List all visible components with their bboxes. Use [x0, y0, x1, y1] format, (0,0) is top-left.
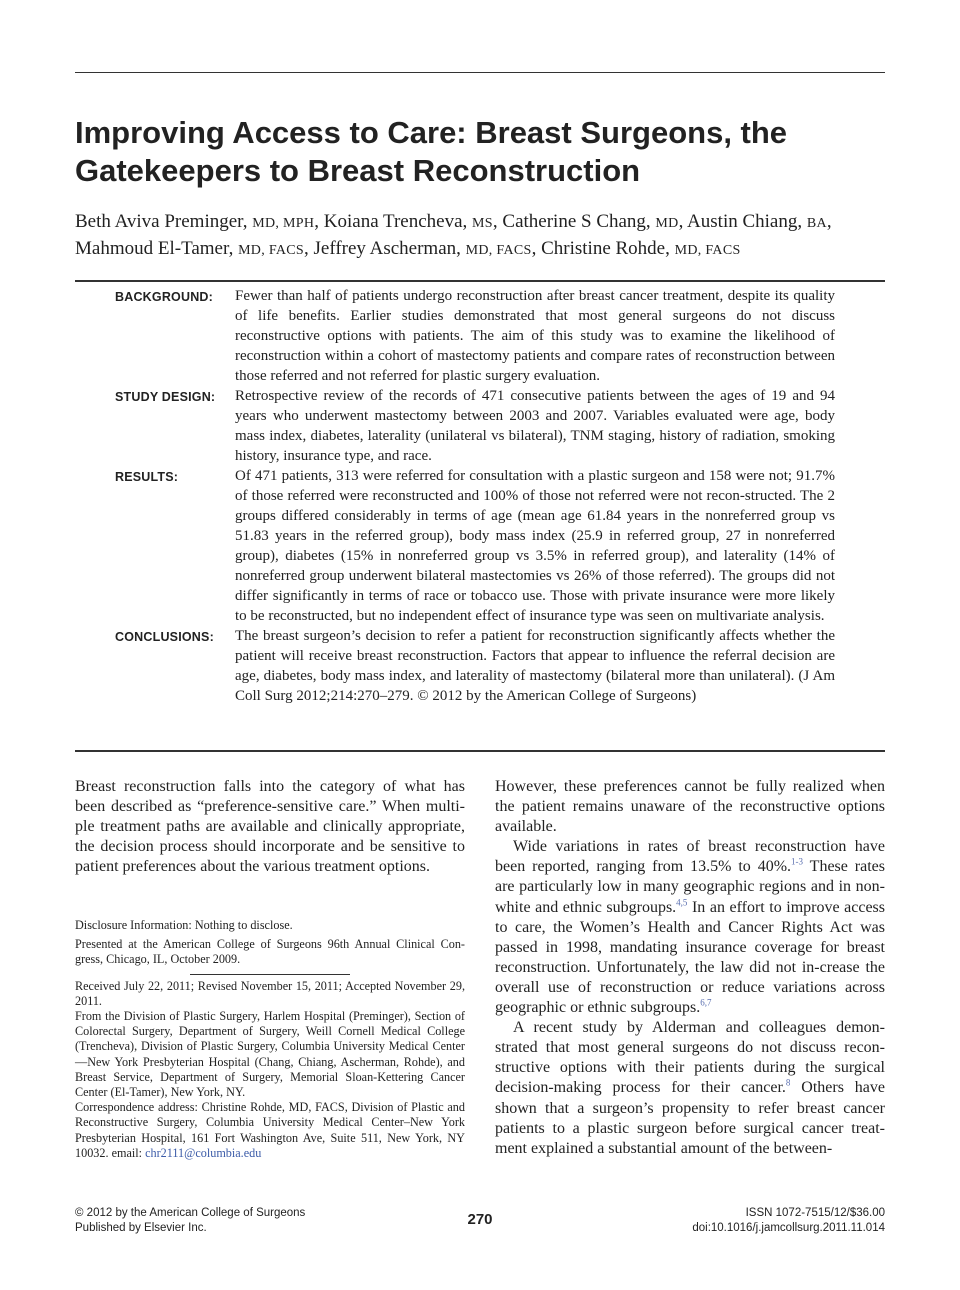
page-number: 270	[467, 1211, 493, 1228]
reference-link[interactable]: 8	[785, 1078, 791, 1089]
abstract-label: STUDY DESIGN:	[115, 390, 216, 404]
abstract-text: Retrospective review of the records of 471 consecutive patients between the ages of 19 and 94 years who underwent mastectomy between 2003 and 2007. Variables evaluated were age, body mass index, diabetes, laterality (unilateral vs bilateral), TNM staging, history of radiation, smoking history, insurance type, and race.	[235, 388, 835, 464]
header-rule	[75, 72, 885, 73]
reference-link[interactable]: 4,5	[676, 897, 688, 908]
abstract-label: CONCLUSIONS:	[115, 630, 214, 644]
author-credentials: MD, MPH	[252, 216, 315, 231]
abstract-label: RESULTS:	[115, 470, 179, 484]
body-paragraph: Breast reconstruction falls into the category of what has been described as “preference-sensitive care.” When multi-ple treatment paths are available and clinically appropriate, the decision process should incorporate and be sensitive to patient preferences about the various treatment options.	[75, 778, 465, 876]
correspondence-note	[75, 1100, 465, 1161]
doi-link[interactable]: doi:10.1016/j.jamcollsurg.2011.11.014	[692, 1222, 885, 1234]
author-name: Jeffrey Ascherman	[313, 238, 457, 259]
presented-note: Presented at the American College of Surgeons 96th Annual Clinical Con-gress, Chicago, IL, October 2009.	[75, 937, 465, 967]
abstract-section-background	[75, 286, 885, 386]
body-paragraph: However, these preferences cannot be fully realized when the patient remains unaware of the reconstructive options available.	[495, 778, 885, 836]
email-link[interactable]: chr2111@columbia.edu	[145, 1145, 262, 1160]
notes-rule	[190, 974, 350, 975]
abstract-section-conclusions	[75, 626, 885, 706]
author-credentials: MS	[472, 216, 493, 231]
body-column-left	[75, 777, 465, 877]
title-line-1: Improving Access to Care: Breast Surgeons, the	[75, 115, 788, 150]
body-paragraph	[495, 837, 885, 1018]
body-text: A recent study by Alderman and colleagues demon-strated that most general surgeons do not discuss recon-structive options with their patients during the surgical decision-making process for their cancer.	[495, 1019, 885, 1097]
abstract-top-rule	[75, 280, 885, 282]
body-text: Wide variations in rates of breast reconstruction have been reported, ranging from 13.5% to 40%.	[495, 838, 885, 876]
author-credentials: MD, FACS	[674, 243, 741, 258]
author-credentials: MD	[655, 216, 679, 231]
body-column-right	[495, 777, 885, 1159]
abstract-section-results	[75, 466, 885, 626]
affiliation-note: From the Division of Plastic Surgery, Harlem Hospital (Preminger), Section of Colorectal Surgery, Department of Surgery, Weill Cornell Medical College (Trencheva), Division of Plastic Surgery, Columbia University Medical Center—New York Presbyterian Hospital (Chang, Chiang, Ascherman, Rohde), and Breast Service, Department of Surgery, Memorial Sloan-Kettering Cancer Center (El-Tamer), New York, NY.	[75, 1009, 465, 1100]
author-list: Beth Aviva Preminger, MD, MPH, Koiana Trencheva, MS, Catherine S Chang, MD, Austin Chiang, BA, Mahmoud El-Tamer, MD, FACS, Jeffrey Ascherman, MD, FACS, Christine Rohde, MD, FACS	[75, 211, 832, 259]
article-title	[75, 114, 885, 190]
author-name: Koiana Trencheva	[323, 211, 463, 232]
issn-text: ISSN 1072-7515/12/$36.00	[745, 1207, 885, 1219]
author-credentials: BA	[806, 216, 827, 231]
author-name: Austin Chiang	[687, 211, 798, 232]
received-note: Received July 22, 2011; Revised November 15, 2011; Accepted November 29, 2011.	[75, 978, 465, 1008]
abstract-text: The breast surgeon’s decision to refer a patient for reconstruction significantly affects whether the patient will receive breast reconstruction. Factors that appear to influence the referral decision are age, diabetes, body mass index, and laterality of mastectomy (bilateral more than unilateral). (J Am Coll Surg 2012;214:270–279. © 2012 by the American College of Surgeons)	[235, 628, 835, 704]
author-credentials: MD, FACS	[238, 243, 305, 258]
body-text: Others have shown that a surgeon’s propensity to refer breast cancer patients to a plastic surgeon before surgical cancer treat-ment explained a substantial amount of the between-	[495, 1079, 886, 1157]
abstract-text: Fewer than half of patients undergo reconstruction after breast cancer treatment, despite its quality of life benefits. Earlier studies demonstrated that most general surgeons do not discuss reconstructive options with patients. The aim of this study was to examine the likelihood of reconstruction within a cohort of mastectomy patients and compare rates of reconstruction between those referred and not referred for plastic surgery evaluation.	[235, 288, 835, 384]
abstract-section-study-design	[75, 386, 885, 466]
publisher-text: Published by Elsevier Inc.	[75, 1222, 207, 1234]
abstract	[75, 286, 885, 706]
abstract-bottom-rule	[75, 750, 885, 752]
body-text: In an effort to improve access to care, the Women’s Health and Cancer Rights Act was passed in 1998, mandating insurance coverage for breast reconstruction. Unfortunately, the law did not in-crease the overall use of reconstruction or reduce variations across geographic or ethnic subgroups.	[495, 898, 885, 1017]
reference-link[interactable]: 6,7	[700, 997, 712, 1008]
reference-link[interactable]: 1-3	[791, 857, 804, 868]
body-text: These rates are particularly low in many geographic regions and in non-white and ethnic subgroups.	[495, 858, 885, 916]
article-notes	[75, 918, 465, 1161]
title-line-2: Gatekeepers to Breast Reconstruction	[75, 153, 641, 188]
abstract-label: BACKGROUND:	[115, 290, 214, 304]
author-name: Mahmoud El-Tamer	[75, 238, 229, 259]
author-credentials: MD, FACS	[465, 243, 532, 258]
author-name: Christine Rohde	[541, 238, 666, 259]
author-name: Beth Aviva Preminger	[75, 211, 243, 232]
author-name: Catherine S Chang	[502, 211, 646, 232]
correspondence-text: Correspondence address: Christine Rohde, MD, FACS, Division of Plastic and Reconstructive Surgery, Columbia University Medical Center–New York Presbyterian Hospital, 161 Fort Washington Ave, Suite 511, New York, NY 10032. email:	[75, 1100, 465, 1160]
disclosure-note: Disclosure Information: Nothing to disclose.	[75, 918, 293, 932]
abstract-text: Of 471 patients, 313 were referred for consultation with a plastic surgeon and 158 were not; 91.7% of those referred were reconstructed and 100% of those not referred were not recon-structed. The 2 groups differed considerably in terms of age (mean age 61.84 years in the nonreferred group vs 51.83 years in the referred group), body mass index (25.9 in referred group, 27 in nonreferred group), diabetes (15% in nonreferred group vs 3.5% in referred group), and laterality (14% of nonreferred group underwent bilateral mastectomies vs 26% of those referred). The groups did not differ significantly in terms of race or tobacco use. Those with private insurance were more likely to be reconstructed, but no independent effect of insurance type was seen on multivariate analysis.	[235, 468, 835, 624]
body-paragraph	[495, 1018, 885, 1159]
copyright-text: © 2012 by the American College of Surgeons	[75, 1207, 306, 1219]
